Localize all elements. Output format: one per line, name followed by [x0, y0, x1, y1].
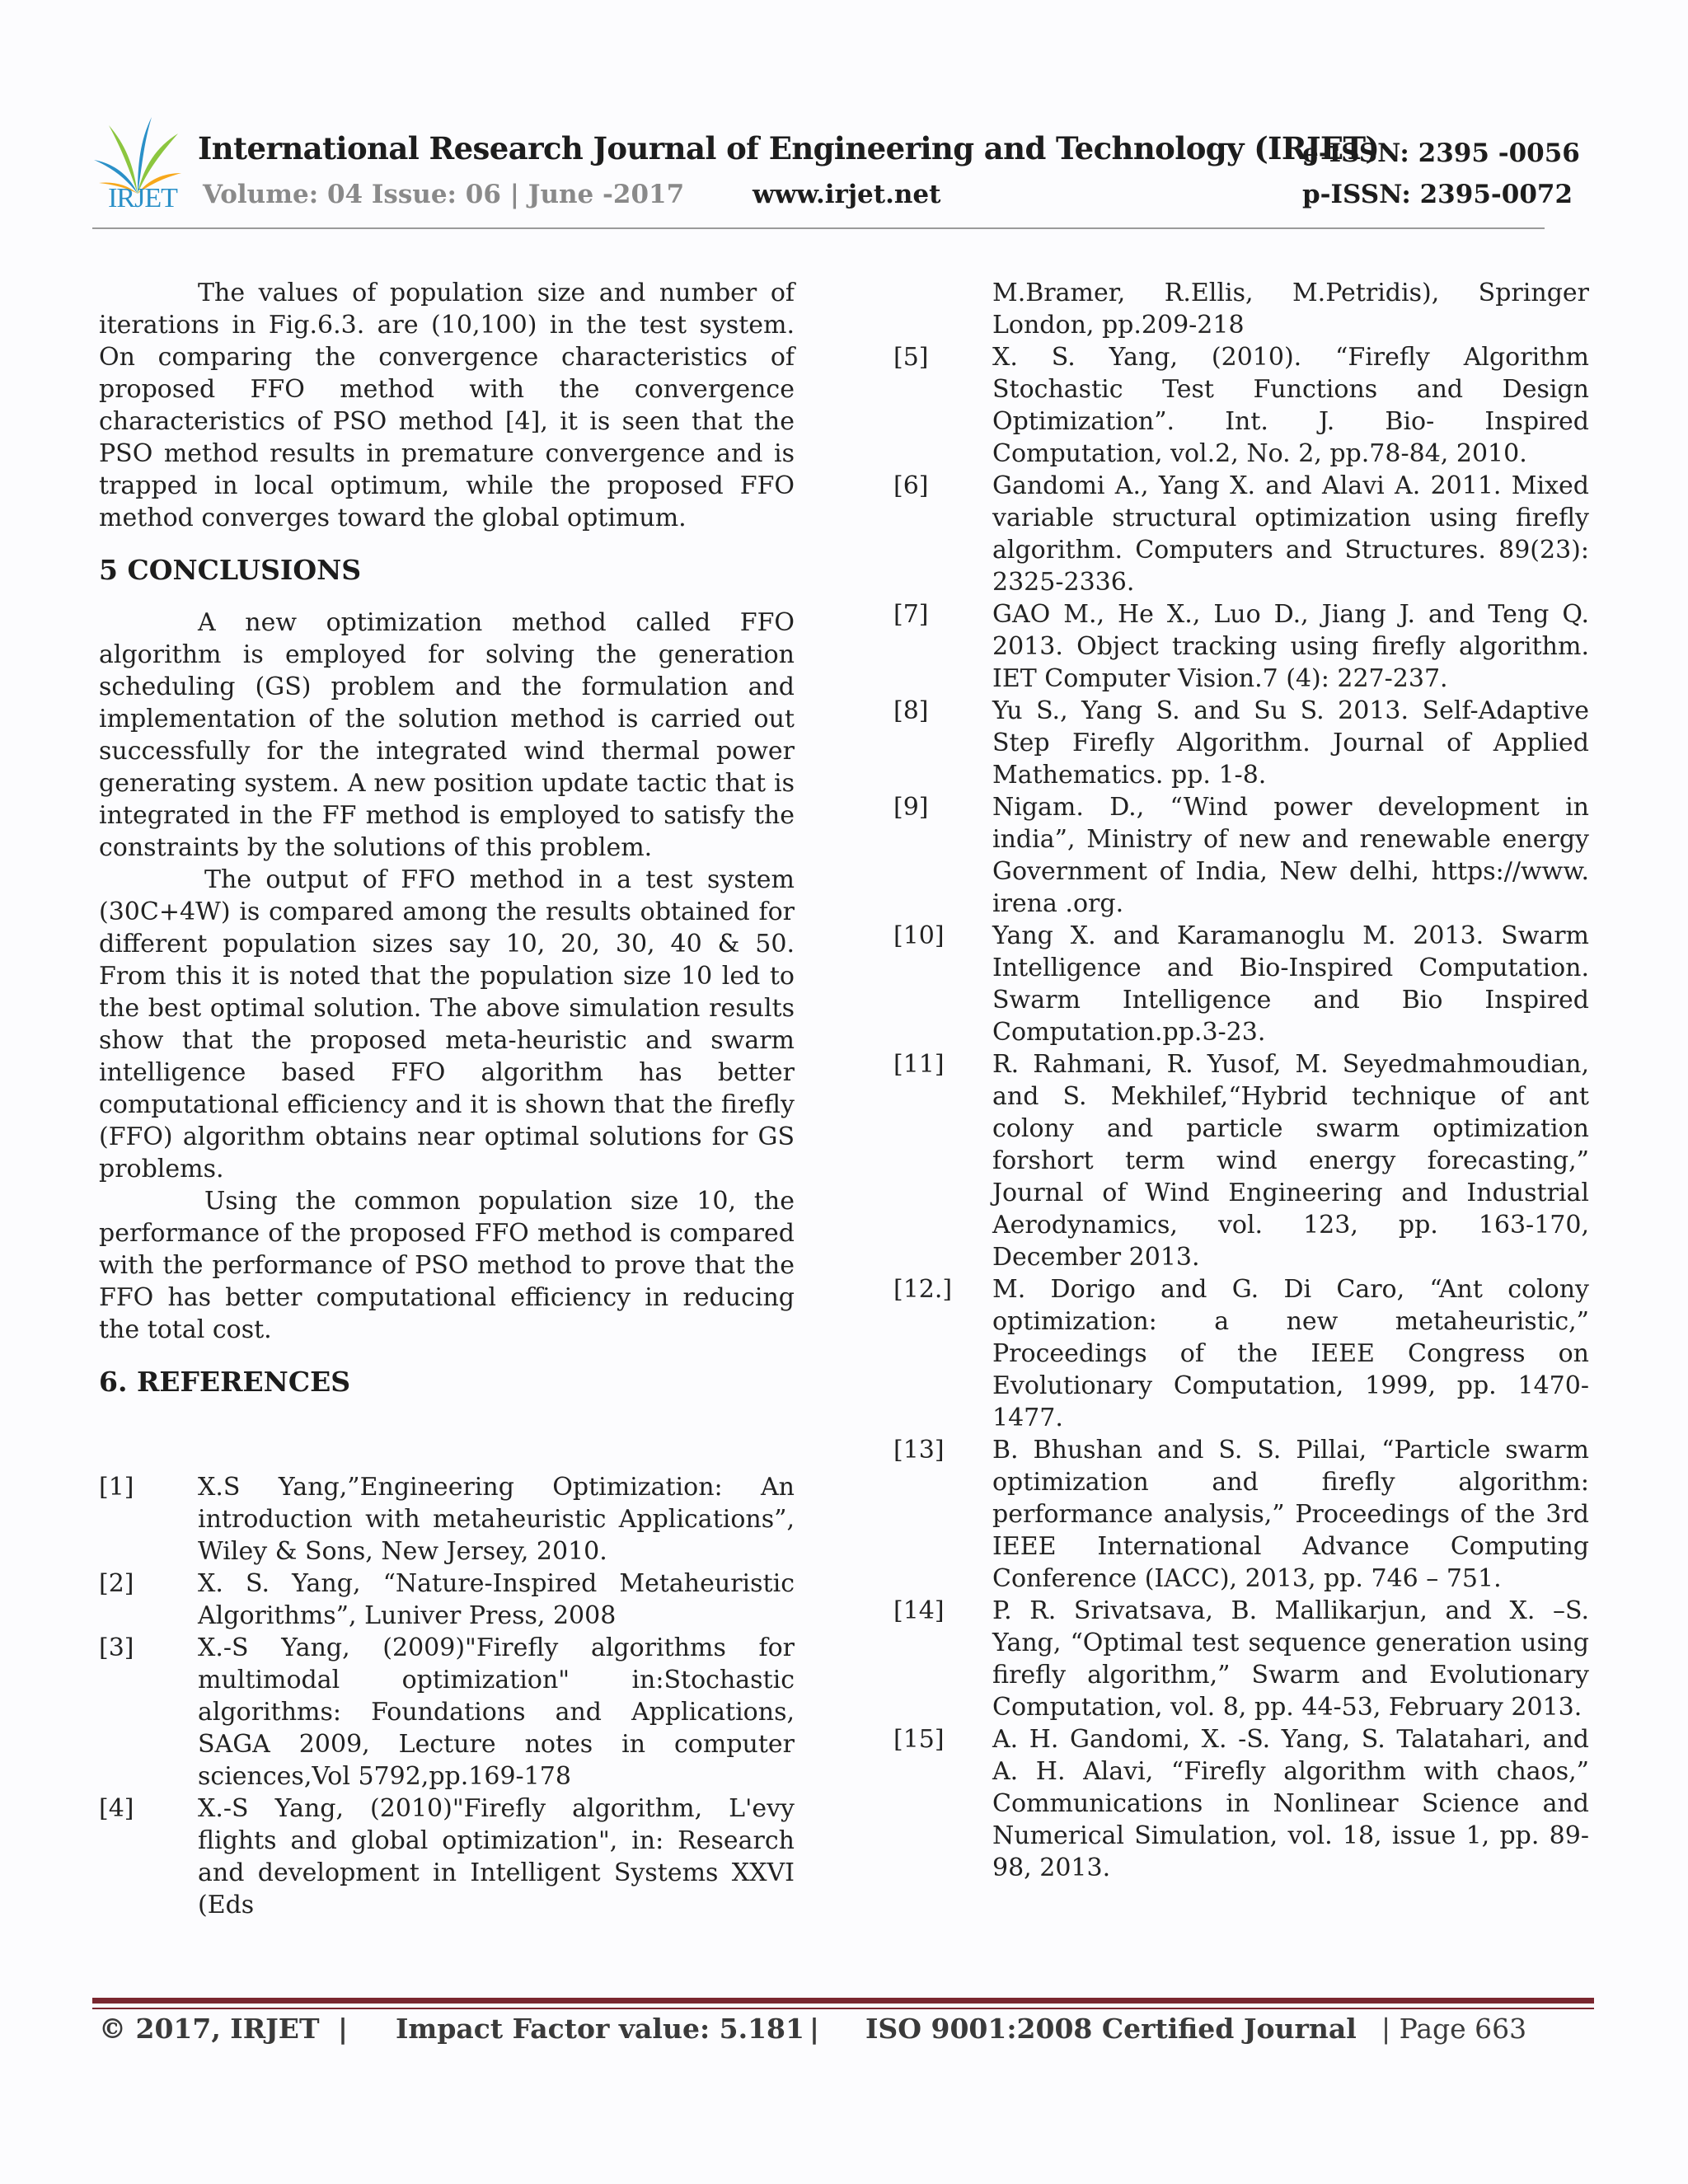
- reference-item: [893, 1723, 1589, 1884]
- references-heading: 6. REFERENCES: [99, 1366, 351, 1398]
- footer-separator: |: [809, 2013, 820, 2045]
- reference-text: Yang X. and Karamanoglu M. 2013. Swarm Intelligence and Bio-Inspired Computation. Swarm Intelligence and Bio Inspired Computation.pp.3-23.: [992, 921, 1589, 1047]
- reference-item: [893, 470, 1589, 598]
- page-header: [0, 0, 1688, 239]
- header-divider: [92, 227, 1545, 229]
- reference-number: [3]: [99, 1633, 134, 1662]
- reference-number: [4]: [99, 1794, 134, 1823]
- reference-text: X. S. Yang, “Nature-Inspired Metaheuristic Algorithms”, Luniver Press, 2008: [198, 1569, 795, 1630]
- reference-number: [10]: [893, 921, 945, 950]
- reference-item: [893, 1048, 1589, 1273]
- reference-number: [8]: [893, 696, 929, 725]
- reference-text: A. H. Gandomi, X. -S. Yang, S. Talatahari, and A. H. Alavi, “Firefly algorithm with chaos,” Communications in Nonlinear Science and Numerical Simulation, vol. 18, issue 1, pp. 89-98, 2013.: [992, 1725, 1589, 1882]
- reference-number: [7]: [893, 600, 929, 629]
- left-column: [99, 277, 795, 1921]
- reference-number: [1]: [99, 1473, 134, 1502]
- reference-number: [12.]: [893, 1275, 953, 1304]
- reference-text: B. Bhushan and S. S. Pillai, “Particle swarm optimization and firefly algorithm: performance analysis,” Proceedings of the 3rd IEEE International Advance Computing Conference (IACC), 2013, pp. 746 – 751.: [992, 1436, 1589, 1593]
- reference-text: X. S. Yang, (2010). “Firefly Algorithm Stochastic Test Functions and Design Optimization”. Int. J. Bio- Inspired Computation, vol.2, No. 2, pp.78-84, 2010.: [992, 343, 1589, 468]
- spacer: [99, 1418, 795, 1471]
- reference-item: [99, 1568, 795, 1632]
- reference-text: GAO M., He X., Luo D., Jiang J. and Teng Q. 2013. Object tracking using firefly algorithm. IET Computer Vision.7 (4): 227-237.: [992, 600, 1589, 693]
- footer-rule-thick: [92, 1998, 1594, 2004]
- reference-item: [893, 598, 1589, 695]
- logo-text: IRJET: [108, 183, 177, 213]
- reference-text: R. Rahmani, R. Yusof, M. Seyedmahmoudian, and S. Mekhilef,“Hybrid technique of ant colony and particle swarm optimization forshort term wind energy forecasting,” Journal of Wind Engineering and Industrial Aerodynamics, vol. 123, pp. 163-170, December 2013.: [992, 1050, 1589, 1272]
- reference-number: [15]: [893, 1725, 945, 1754]
- reference-number: [14]: [893, 1596, 945, 1625]
- reference-text: Gandomi A., Yang X. and Alavi A. 2011. Mixed variable structural optimization using firefly algorithm. Computers and Structures. 89(23): 2325-2336.: [992, 471, 1589, 597]
- footer-impact-factor: Impact Factor value: 5.181: [396, 2013, 804, 2045]
- reference-text: M. Dorigo and G. Di Caro, “Ant colony optimization: a new metaheuristic,” Proceedings of the IEEE Congress on Evolutionary Computation, 1999, pp. 1470-1477.: [992, 1275, 1589, 1432]
- right-column: [893, 277, 1589, 1884]
- footer-separator: |: [338, 2013, 349, 2045]
- p-issn: p-ISSN: 2395-0072: [1302, 180, 1573, 209]
- reference-item: [99, 1793, 795, 1921]
- reference-item: [893, 1595, 1589, 1723]
- reference-text: X.S Yang,”Engineering Optimization: An introduction with metaheuristic Applications”, Wiley & Sons, New Jersey, 2010.: [198, 1473, 795, 1566]
- website-link[interactable]: www.irjet.net: [753, 180, 941, 209]
- reference-item: [893, 920, 1589, 1048]
- footer-rule-thin: [92, 2008, 1594, 2009]
- conclusions-paragraph-1: A new optimization method called FFO algorithm is employed for solving the generation scheduling (GS) problem and the formulation and implementation of the solution method is carried out successfully for the integrated wind thermal power generating system. A new position update tactic that is integrated in the FF method is employed to satisfy the constraints by the solutions of this problem.: [99, 608, 795, 862]
- footer-copyright: © 2017, IRJET: [99, 2013, 320, 2045]
- reference-item: [99, 1471, 795, 1568]
- volume-issue: Volume: 04 Issue: 06 | June -2017: [203, 180, 685, 209]
- reference-item: [893, 791, 1589, 920]
- conclusions-paragraph-2: The output of FFO method in a test system (30C+4W) is compared among the results obtained for different population sizes say 10, 20, 30, 40 & 50. From this it is noted that the population size 10 led to the best optimal solution. The above simulation results show that the proposed meta-heuristic and swarm intelligence based FFO algorithm has better computational efficiency and it is shown that the firefly (FFO) algorithm obtains near optimal solutions for GS problems.: [99, 865, 795, 1183]
- reference-list-left: [99, 1471, 795, 1921]
- conclusions-heading: 5 CONCLUSIONS: [99, 554, 362, 586]
- intro-paragraph: The values of population size and number of iterations in Fig.6.3. are (10,100) in the test system. On comparing the convergence characteristics of proposed FFO method with the convergence characteristics of PSO method [4], it is seen that the PSO method results in premature convergence and is trapped in local optimum, while the proposed FFO method converges toward the global optimum.: [99, 279, 795, 532]
- journal-title: International Research Journal of Engineering and Technology (IRJET): [198, 130, 1380, 166]
- reference-item: [893, 341, 1589, 470]
- reference-item: [893, 1273, 1589, 1434]
- reference-number: [6]: [893, 471, 929, 500]
- reference-number: [2]: [99, 1569, 134, 1598]
- reference-item: [893, 695, 1589, 791]
- footer-page-number: | Page 663: [1381, 2013, 1527, 2045]
- reference-item: [893, 1434, 1589, 1595]
- reference-text: X.-S Yang, (2010)"Firefly algorithm, L'evy flights and global optimization", in: Research and development in Intelligent Systems XXVI (Eds: [198, 1794, 795, 1919]
- reference-item: [99, 1632, 795, 1793]
- reference-text: P. R. Srivatsava, B. Mallikarjun, and X. –S. Yang, “Optimal test sequence generation using firefly algorithm,” Swarm and Evolutionary Computation, vol. 8, pp. 44-53, February 2013.: [992, 1596, 1589, 1722]
- e-issn: e-ISSN: 2395 -0056: [1302, 138, 1580, 168]
- reference-4-continuation: M.Bramer, R.Ellis, M.Petridis), Springer London, pp.209-218: [992, 279, 1589, 340]
- conclusions-paragraph-3: Using the common population size 10, the performance of the proposed FFO method is compared with the performance of PSO method to prove that the FFO has better computational efficiency in reducing the total cost.: [99, 1187, 795, 1344]
- reference-number: [11]: [893, 1050, 945, 1079]
- footer-iso: ISO 9001:2008 Certified Journal: [865, 2013, 1357, 2045]
- reference-number: [9]: [893, 793, 929, 822]
- reference-text: Yu S., Yang S. and Su S. 2013. Self-Adaptive Step Firefly Algorithm. Journal of Applied Mathematics. pp. 1-8.: [992, 696, 1589, 790]
- reference-number: [13]: [893, 1436, 945, 1465]
- reference-list-right: [893, 341, 1589, 1884]
- reference-text: Nigam. D., “Wind power development in india”, Ministry of new and renewable energy Government of India, New delhi, https://www. irena .org.: [992, 793, 1589, 918]
- reference-text: X.-S Yang, (2009)"Firefly algorithms for multimodal optimization" in:Stochastic algorithms: Foundations and Applications, SAGA 2009, Lecture notes in computer sciences,Vol 5792,pp.169-178: [198, 1633, 795, 1791]
- reference-number: [5]: [893, 343, 929, 372]
